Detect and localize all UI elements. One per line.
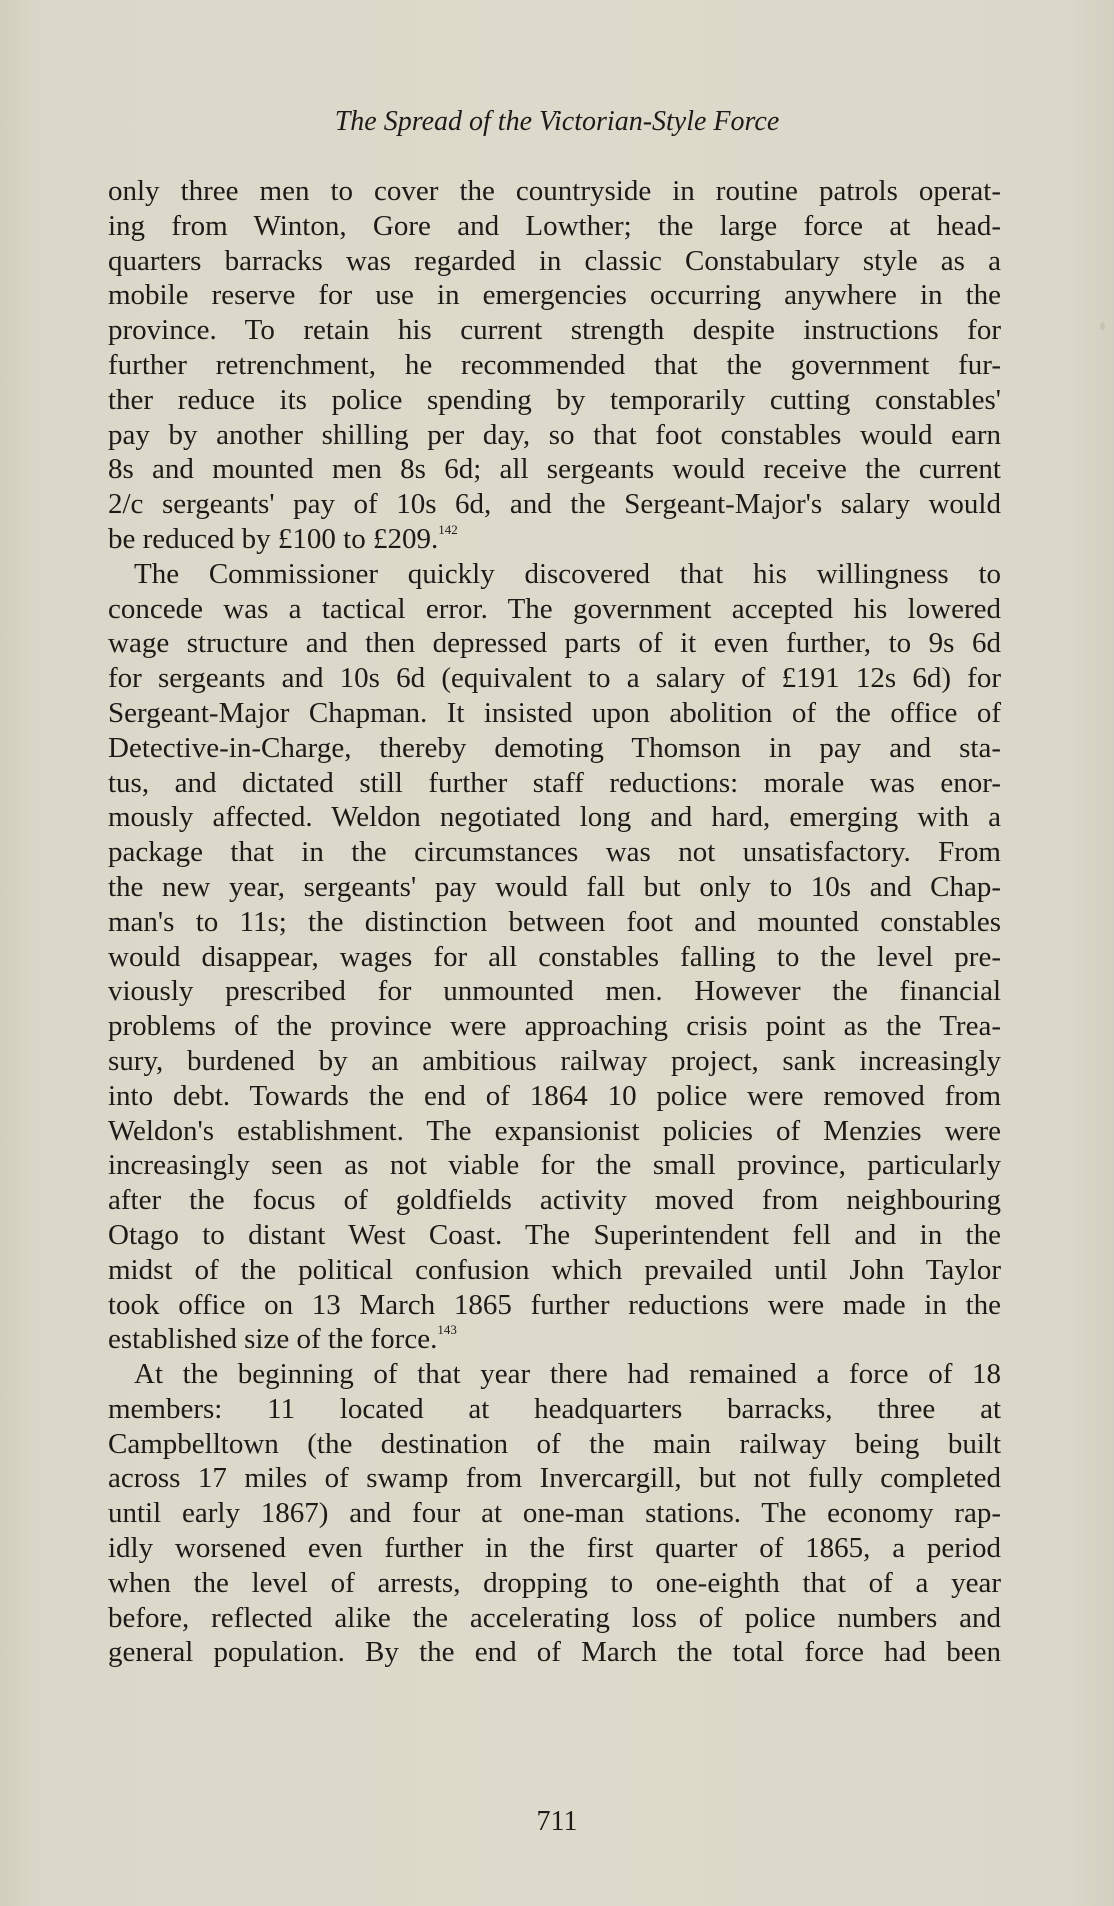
text-line-content: across 17 miles of swamp from Invercargill, but not fully completed [108, 1462, 1001, 1495]
text-line-content: package that in the circumstances was not unsatisfactory. From [108, 836, 1001, 869]
text-line-content: after the focus of goldfields activity moved from neighbouring [108, 1184, 1001, 1217]
text-line [108, 244, 1001, 279]
text-line [108, 1218, 1001, 1253]
text-line-content: At the beginning of that year there had remained a force of 18 [134, 1358, 1001, 1391]
text-line [108, 905, 1001, 940]
text-line [108, 209, 1001, 244]
text-line [108, 452, 1001, 487]
running-head: The Spread of the Victorian-Style Force [334, 106, 780, 137]
text-line-content: idly worsened even further in the first quarter of 1865, a period [108, 1532, 1001, 1565]
paragraph [108, 1357, 1001, 1670]
text-line [108, 383, 1001, 418]
text-line [108, 313, 1001, 348]
text-line-content: province. To retain his current strength despite instructions for [108, 314, 1001, 347]
text-line [108, 522, 1001, 557]
text-line-content: concede was a tactical error. The government accepted his lowered [108, 592, 1001, 625]
text-line [108, 626, 1001, 661]
text-line [108, 731, 1001, 766]
text-line-content: Otago to distant West Coast. The Superintendent fell and in the [108, 1218, 1001, 1251]
text-line-content: when the level of arrests, dropping to one-eighth that of a year [108, 1566, 1001, 1599]
text-line-content: general population. By the end of March the total force had been [108, 1636, 1001, 1669]
text-line [108, 940, 1001, 975]
text-line [108, 557, 1001, 592]
text-line-content: be reduced by £100 to £209. [108, 522, 439, 555]
text-line [108, 418, 1001, 453]
text-line-content: mobile reserve for use in emergencies occurring anywhere in the [108, 279, 1001, 312]
text-line-content: tus, and dictated still further staff reductions: morale was enor- [108, 766, 1001, 799]
footnote-marker: 143 [437, 1322, 457, 1338]
paragraph [108, 557, 1001, 1357]
paper-speck [1100, 322, 1105, 330]
text-line [108, 1392, 1001, 1427]
text-line [108, 1496, 1001, 1531]
text-line [108, 1183, 1001, 1218]
text-line-content: only three men to cover the countryside in routine patrols operat- [108, 175, 1001, 207]
text-line-content: sury, burdened by an ambitious railway project, sank increasingly [108, 1044, 1001, 1077]
text-line-content: increasingly seen as not viable for the small province, particularly [108, 1149, 1001, 1182]
text-line [108, 1044, 1001, 1079]
text-line [108, 974, 1001, 1009]
text-line-content: pay by another shilling per day, so that foot constables would earn [108, 418, 1001, 451]
text-line [108, 1288, 1001, 1323]
text-line-content: members: 11 located at headquarters barracks, three at [108, 1392, 1001, 1425]
paragraph [108, 174, 1001, 557]
text-line-content: mously affected. Weldon negotiated long and hard, emerging with a [108, 801, 1001, 834]
text-line [108, 800, 1001, 835]
text-line-content: viously prescribed for unmounted men. However the financial [108, 975, 1001, 1008]
text-line [108, 870, 1001, 905]
text-line-content: midst of the political confusion which prevailed until John Taylor [108, 1253, 1001, 1286]
text-line-content: 8s and mounted men 8s 6d; all sergeants would receive the current [108, 453, 1001, 486]
text-line-content: Detective-in-Charge, thereby demoting Thomson in pay and sta- [108, 731, 1001, 764]
text-line-content: further retrenchment, he recommended that the government fur- [108, 348, 1001, 381]
text-line [108, 696, 1001, 731]
text-line [108, 1357, 1001, 1392]
text-line-content: established size of the force. [108, 1323, 438, 1356]
text-line [108, 766, 1001, 801]
text-line [108, 348, 1001, 383]
text-line-content: until early 1867) and four at one-man stations. The economy rap- [108, 1497, 1001, 1530]
text-line [108, 1427, 1001, 1462]
text-line [108, 592, 1001, 627]
text-line-content: ing from Winton, Gore and Lowther; the large force at head- [108, 209, 1001, 242]
text-line [108, 487, 1001, 522]
text-line [108, 1148, 1001, 1183]
text-line [108, 661, 1001, 696]
text-line [108, 835, 1001, 870]
text-line [108, 1566, 1001, 1601]
text-line [108, 1009, 1001, 1044]
text-line [108, 1461, 1001, 1496]
page-number: 711 [536, 1806, 578, 1837]
text-line-content: would disappear, wages for all constables falling to the level pre- [108, 940, 1001, 973]
text-line-content: into debt. Towards the end of 1864 10 police were removed from [108, 1079, 1001, 1112]
text-line-content: Sergeant-Major Chapman. It insisted upon abolition of the office of [108, 696, 1001, 729]
text-line-content: Weldon's establishment. The expansionist policies of Menzies were [108, 1114, 1001, 1147]
body-text [108, 174, 1001, 1670]
text-line-content: took office on 13 March 1865 further reductions were made in the [108, 1288, 1001, 1321]
text-line-content: problems of the province were approaching crisis point as the Trea- [108, 1010, 1001, 1043]
text-line [108, 278, 1001, 313]
text-line-content: ther reduce its police spending by temporarily cutting constables' [108, 383, 1001, 416]
text-line [108, 1601, 1001, 1636]
text-line-content: wage structure and then depressed parts of it even further, to 9s 6d [108, 627, 1001, 660]
text-line [108, 1079, 1001, 1114]
text-line-content: quarters barracks was regarded in classic Constabulary style as a [108, 244, 1001, 277]
text-line-content: for sergeants and 10s 6d (equivalent to a salary of £191 12s 6d) for [108, 662, 1001, 695]
text-line-content: before, reflected alike the accelerating loss of police numbers and [108, 1601, 1001, 1634]
text-line-content: the new year, sergeants' pay would fall but only to 10s and Chap- [108, 870, 1001, 903]
text-line [108, 1114, 1001, 1149]
text-line-content: The Commissioner quickly discovered that his willingness to [134, 557, 1001, 590]
text-line-content: man's to 11s; the distinction between foot and mounted constables [108, 905, 1001, 938]
text-line-content: Campbelltown (the destination of the main railway being built [108, 1427, 1001, 1460]
text-line [108, 174, 1001, 209]
text-line [108, 1635, 1001, 1670]
text-line [108, 1531, 1001, 1566]
text-line [108, 1253, 1001, 1288]
footnote-marker: 142 [438, 521, 458, 537]
text-line [108, 1322, 1001, 1357]
text-line-content: 2/c sergeants' pay of 10s 6d, and the Sergeant-Major's salary would [108, 488, 1001, 521]
